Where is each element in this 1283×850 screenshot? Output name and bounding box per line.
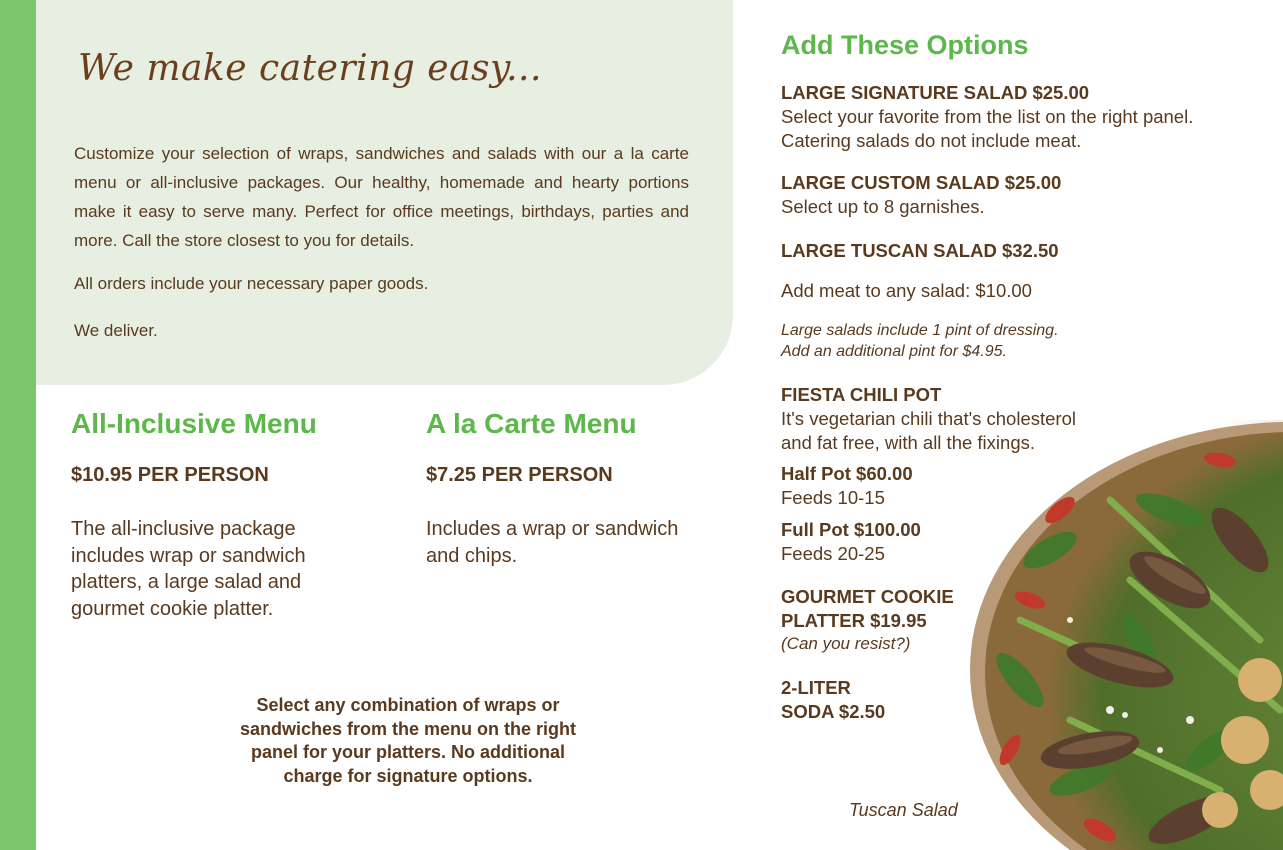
description-line: platters, a large salad and bbox=[71, 571, 302, 593]
tuscan-salad-photo bbox=[960, 420, 1283, 850]
note-line: panel for your platters. No additional bbox=[250, 742, 566, 762]
green-side-bar bbox=[0, 0, 36, 850]
soda-heading: SODA $2.50 bbox=[781, 701, 886, 722]
all-inclusive-description bbox=[71, 516, 306, 622]
cookie-platter-heading: PLATTER $19.95 bbox=[781, 610, 927, 631]
note-line: Select any combination of wraps or bbox=[256, 695, 560, 715]
custom-salad-text: Select up to 8 garnishes. bbox=[781, 196, 985, 217]
chili-line: It's vegetarian chili that's cholesterol bbox=[781, 408, 1076, 429]
description-line: and chips. bbox=[426, 544, 518, 567]
cookie-platter-heading: GOURMET COOKIE bbox=[781, 586, 954, 607]
description-line: Includes a wrap or sandwich bbox=[426, 518, 679, 540]
dressing-note: Large salads include 1 pint of dressing. bbox=[781, 322, 1059, 339]
paper-goods-note: All orders include your necessary paper goods. bbox=[74, 274, 429, 293]
all-inclusive-heading: All-Inclusive Menu bbox=[71, 408, 317, 439]
chili-line: and fat free, with all the fixings. bbox=[781, 432, 1035, 453]
signature-salad-line: Select your favorite from the list on the right panel. bbox=[781, 106, 1194, 127]
platter-note bbox=[230, 694, 586, 788]
add-meat-text: Add meat to any salad: $10.00 bbox=[781, 280, 1032, 301]
description-line: gourmet cookie platter. bbox=[71, 597, 274, 620]
delivery-note: We deliver. bbox=[74, 321, 158, 340]
half-pot-label: Half Pot $60.00 bbox=[781, 463, 913, 484]
full-pot-label: Full Pot $100.00 bbox=[781, 519, 921, 540]
a-la-carte-price: $7.25 PER PERSON bbox=[426, 464, 613, 486]
full-pot-feeds: Feeds 20-25 bbox=[781, 543, 885, 564]
soda-heading: 2-LITER bbox=[781, 677, 851, 698]
photo-caption: Tuscan Salad bbox=[849, 800, 958, 820]
description-line: includes wrap or sandwich bbox=[71, 544, 306, 567]
intro-paragraph: Customize your selection of wraps, sandwiches and salads with our a la carte menu or all-inclusive packages. Our healthy, homemade and hearty portions make it easy to serve many. Perfect for office meetings, birthdays, parties and more. Call the store closest to you for details. bbox=[74, 144, 689, 250]
chili-heading: FIESTA CHILI POT bbox=[781, 384, 942, 405]
half-pot-feeds: Feeds 10-15 bbox=[781, 487, 885, 508]
intro-title: We make catering easy... bbox=[78, 48, 542, 89]
all-inclusive-price: $10.95 PER PERSON bbox=[71, 464, 269, 486]
description-line: The all-inclusive package bbox=[71, 518, 296, 540]
tuscan-salad-heading: LARGE TUSCAN SALAD $32.50 bbox=[781, 240, 1059, 261]
signature-salad-line: Catering salads do not include meat. bbox=[781, 130, 1082, 151]
note-line: charge for signature options. bbox=[283, 765, 533, 786]
a-la-carte-description bbox=[426, 516, 678, 569]
a-la-carte-heading: A la Carte Menu bbox=[426, 408, 637, 439]
options-title: Add These Options bbox=[781, 30, 1029, 60]
cookie-platter-note: (Can you resist?) bbox=[781, 634, 911, 653]
signature-salad-heading: LARGE SIGNATURE SALAD $25.00 bbox=[781, 82, 1090, 103]
note-line: sandwiches from the menu on the right bbox=[239, 718, 577, 739]
dressing-note: Add an additional pint for $4.95. bbox=[781, 343, 1007, 360]
custom-salad-heading: LARGE CUSTOM SALAD $25.00 bbox=[781, 172, 1062, 193]
